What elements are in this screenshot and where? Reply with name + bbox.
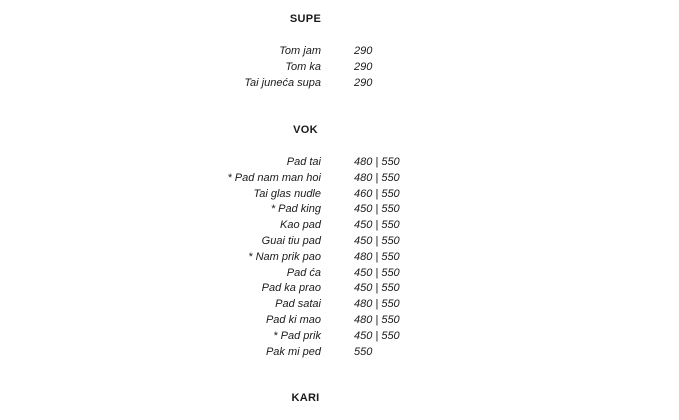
menu-item-price: 550 xyxy=(354,345,373,358)
menu-item-price: 480 | 550 xyxy=(354,298,400,311)
menu-item xyxy=(0,282,679,298)
menu-item xyxy=(0,330,679,346)
menu-item-name: Pad ka prao xyxy=(261,282,321,295)
menu-item-price: 450 | 550 xyxy=(354,282,400,295)
menu-item-price: 290 xyxy=(354,45,373,57)
menu-item-price: 450 | 550 xyxy=(354,234,400,247)
menu-item-name: Tom jam xyxy=(279,45,321,57)
section-title-vok: VOK xyxy=(293,124,318,136)
menu-item-price: 480 | 550 xyxy=(354,250,400,263)
menu-item-price: 450 | 550 xyxy=(354,266,400,279)
menu-item xyxy=(0,61,679,77)
menu-item-name: * Nam prik pao xyxy=(248,250,321,263)
menu-item xyxy=(0,267,679,283)
menu-item xyxy=(0,77,679,93)
menu-item xyxy=(0,346,679,362)
menu-item xyxy=(0,251,679,267)
menu-item-name: Pad ća xyxy=(286,266,321,279)
menu-item-name: Pad ki mao xyxy=(265,313,321,326)
menu-item-price: 480 | 550 xyxy=(354,171,400,184)
menu-item xyxy=(0,314,679,330)
menu-item-price: 450 | 550 xyxy=(354,203,400,216)
menu-item xyxy=(0,156,679,172)
menu-section-supe xyxy=(0,45,679,92)
menu-item-name: * Pad nam man hoi xyxy=(227,171,321,184)
section-title-kari: KARI xyxy=(291,392,320,404)
menu-item xyxy=(0,188,679,204)
menu-item-name: Tai juneća supa xyxy=(244,76,321,89)
menu-item-price: 480 | 550 xyxy=(354,313,400,326)
menu-item-name: Pak mi ped xyxy=(265,345,321,358)
menu-item-price: 460 | 550 xyxy=(354,187,400,200)
menu-item-name: * Pad king xyxy=(270,203,321,216)
section-title-supe: SUPE xyxy=(289,13,322,25)
menu-item-price: 450 | 550 xyxy=(354,219,400,232)
menu-section-vok xyxy=(0,156,679,361)
menu-item-price: 290 xyxy=(354,76,373,89)
menu-item xyxy=(0,235,679,251)
menu-item-name: * Pad prik xyxy=(273,329,321,342)
menu-item-price: 480 | 550 xyxy=(354,156,400,168)
menu-item xyxy=(0,203,679,219)
menu-item-price: 450 | 550 xyxy=(354,329,400,342)
menu-item xyxy=(0,219,679,235)
menu-item xyxy=(0,172,679,188)
menu-item-price: 290 xyxy=(354,60,373,73)
menu-item-name: Pad tai xyxy=(286,156,321,168)
menu-item-name: Tom ka xyxy=(285,60,321,73)
menu-item xyxy=(0,298,679,314)
menu-item-name: Kao pad xyxy=(280,219,321,232)
menu-item xyxy=(0,45,679,61)
menu-item-name: Tai glas nudle xyxy=(253,187,321,200)
menu-item-name: Guai tiu pad xyxy=(261,234,321,247)
menu-item-name: Pad satai xyxy=(275,298,321,311)
